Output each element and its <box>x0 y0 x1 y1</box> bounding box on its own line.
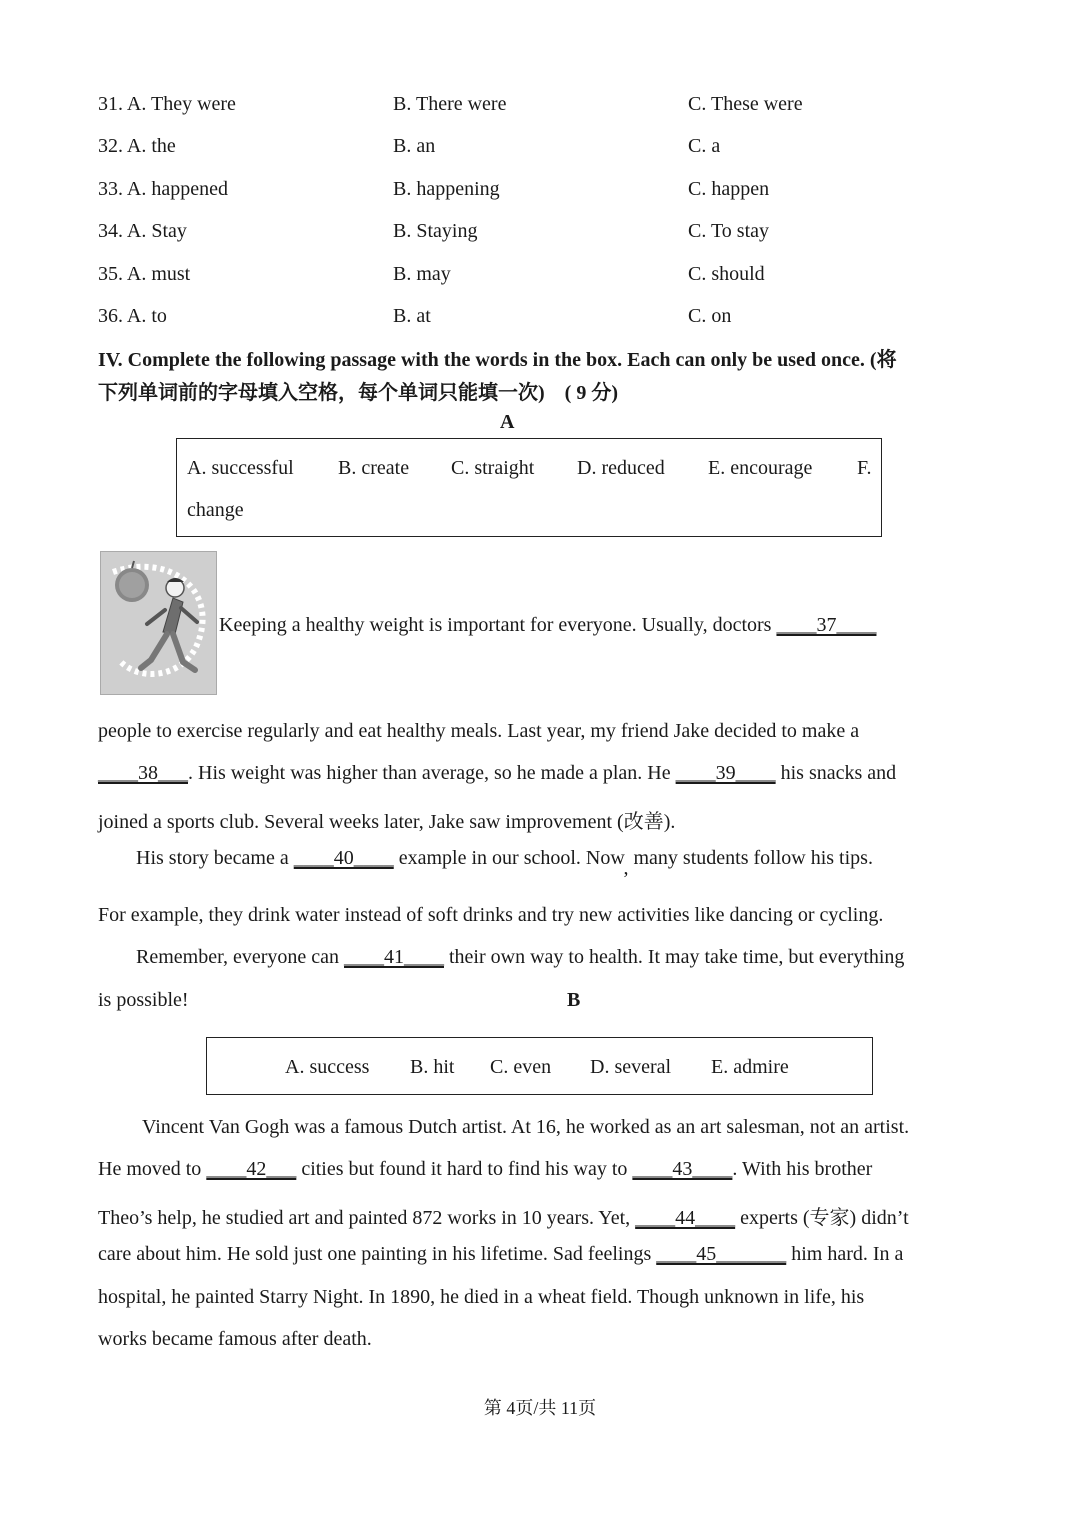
word-option-wrap: change <box>187 499 244 521</box>
option-a: 33. A. happened <box>98 178 228 200</box>
passage-a-line1 <box>219 614 876 637</box>
passage-text: care about him. He sold just one painting in his lifetime. Sad feelings <box>98 1243 657 1265</box>
option-c: C. should <box>688 263 765 285</box>
passage-b-line3 <box>98 1201 909 1230</box>
passage-b-line4 <box>98 1243 903 1266</box>
blank-42[interactable]: ____42___ <box>206 1158 297 1180</box>
option-c: C. happen <box>688 178 770 200</box>
blank-37[interactable]: ____37____ <box>776 614 877 636</box>
blank-43[interactable]: ____43____ <box>632 1158 733 1180</box>
blank-38[interactable]: ____38___ <box>98 762 188 784</box>
word-option: A. success <box>285 1056 370 1078</box>
part-a-label: A <box>500 411 515 433</box>
word-box-b <box>206 1037 873 1095</box>
passage-text: example in our school. Now <box>393 847 624 869</box>
blank-41[interactable]: ____41____ <box>344 946 444 968</box>
option-c: C. a <box>688 135 721 157</box>
passage-text: Theo’s help, he studied art and painted 872 works in 10 years. Yet, <box>98 1207 636 1229</box>
passage-b-line2 <box>98 1158 872 1181</box>
word-option: E. admire <box>711 1056 789 1078</box>
passage-text: cities but found it hard to find his way to <box>296 1158 633 1180</box>
word-option: D. several <box>590 1056 672 1078</box>
option-row-34 <box>98 220 978 250</box>
stray-comma: , <box>623 857 629 879</box>
passage-text: . With his brother <box>732 1158 873 1180</box>
passage-text: him hard. In a <box>786 1243 904 1265</box>
runner-apple-illustration <box>100 551 217 695</box>
option-row-32 <box>98 135 978 165</box>
passage-a-line4: joined a sports club. Several weeks later, Jake saw improvement (改善). <box>98 811 676 833</box>
option-row-31 <box>98 93 978 123</box>
option-b: B. at <box>393 305 431 327</box>
passage-text: Remember, everyone can <box>136 946 344 968</box>
word-option: A. successful <box>187 457 294 479</box>
passage-a-line8: is possible! <box>98 989 189 1011</box>
passage-a-line5 <box>136 847 873 879</box>
blank-39[interactable]: ____39____ <box>675 762 776 784</box>
word-option: C. even <box>490 1056 552 1078</box>
passage-text: many students follow his tips. <box>628 847 873 869</box>
option-row-35 <box>98 263 978 293</box>
passage-b-line1: Vincent Van Gogh was a famous Dutch artist. At 16, he worked as an art salesman, not an artist. <box>142 1116 910 1138</box>
option-a: 34. A. Stay <box>98 220 187 242</box>
passage-text: Keeping a healthy weight is important for everyone. Usually, doctors <box>219 614 777 636</box>
section-title-line2: 下列单词前的字母填入空格，每个单词只能填一次) ( 9 分) <box>98 382 618 404</box>
word-box-a <box>176 438 882 537</box>
word-option: E. encourage <box>708 457 813 479</box>
word-option: C. straight <box>451 457 535 479</box>
blank-44[interactable]: ____44____ <box>635 1207 736 1229</box>
blank-40[interactable]: ____40____ <box>293 847 394 869</box>
word-option: B. hit <box>410 1056 455 1078</box>
option-b: B. Staying <box>393 220 478 242</box>
option-b: B. happening <box>393 178 500 200</box>
word-option: B. create <box>338 457 410 479</box>
passage-b-line5: hospital, he painted Starry Night. In 1890, he died in a wheat field. Though unknown in life, his <box>98 1286 865 1308</box>
passage-text: . His weight was higher than average, so he made a plan. He <box>188 762 676 784</box>
option-a: 35. A. must <box>98 263 191 285</box>
option-c: C. To stay <box>688 220 770 242</box>
word-option: F. <box>857 457 872 479</box>
passage-b-line6: works became famous after death. <box>98 1328 372 1350</box>
word-option: D. reduced <box>577 457 665 479</box>
passage-text: His story became a <box>136 847 294 869</box>
passage-text: his snacks and <box>775 762 897 784</box>
passage-a-line7 <box>136 946 904 969</box>
passage-text: He moved to <box>98 1158 207 1180</box>
passage-text: experts (专家) didn’t <box>735 1207 909 1229</box>
option-c: C. These were <box>688 93 803 115</box>
passage-a-line6: For example, they drink water instead of soft drinks and try new activities like dancing or cycling. <box>98 904 884 926</box>
passage-a-line3 <box>98 762 896 785</box>
blank-45[interactable]: ____45_______ <box>656 1243 787 1265</box>
part-b-label: B <box>567 989 581 1011</box>
option-b: B. may <box>393 263 451 285</box>
option-a: 36. A. to <box>98 305 167 327</box>
option-a: 31. A. They were <box>98 93 236 115</box>
option-b: B. an <box>393 135 436 157</box>
section-title-line1: IV. Complete the following passage with the words in the box. Each can only be used once. (将 <box>98 349 897 371</box>
page-footer: 第 4页/共 11页 <box>483 1398 597 1418</box>
runner-illustration-icon <box>101 552 217 695</box>
option-a: 32. A. the <box>98 135 176 157</box>
passage-text: their own way to health. It may take time, but everything <box>444 946 905 968</box>
option-c: C. on <box>688 305 732 327</box>
option-b: B. There were <box>393 93 507 115</box>
passage-a-line2: people to exercise regularly and eat healthy meals. Last year, my friend Jake decided to make a <box>98 720 860 742</box>
option-row-36 <box>98 305 978 335</box>
option-row-33 <box>98 178 978 208</box>
